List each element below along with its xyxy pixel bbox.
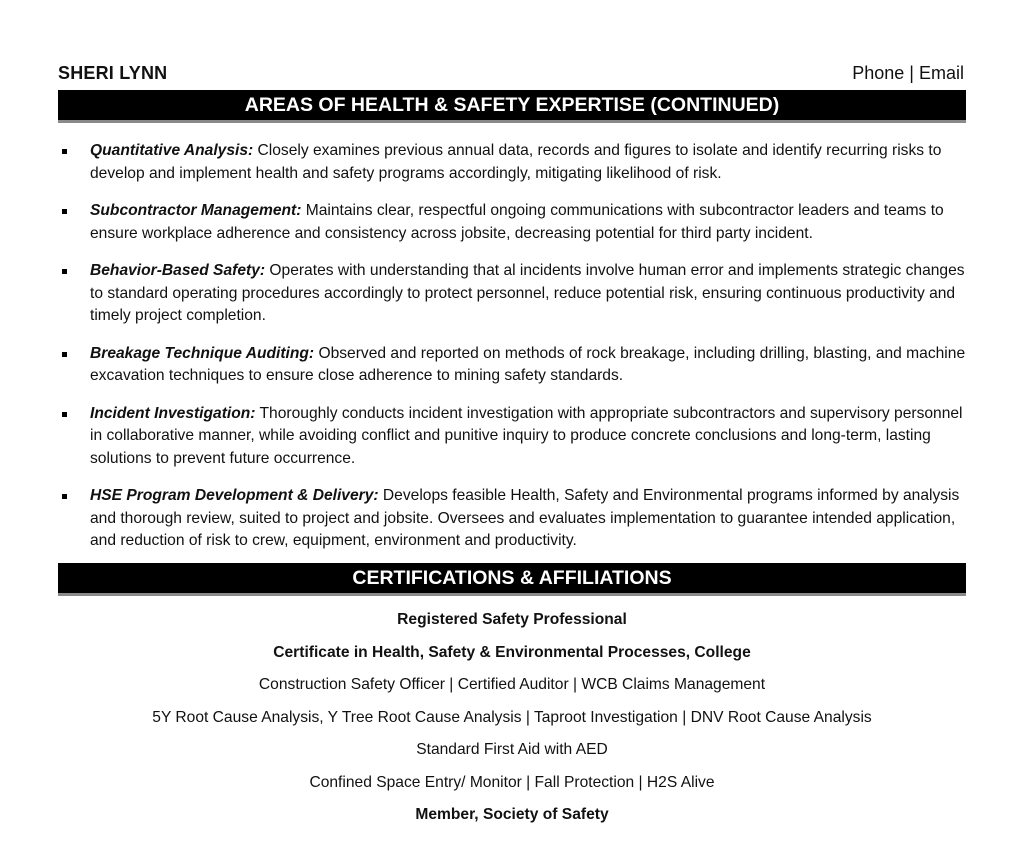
list-item [58,485,966,553]
expertise-description: Develops feasible Health, Safety and Environmental programs informed by analysis and thorough review, suited to project and jobsite. Oversees and evaluates implementation to guarantee intended application, and reduction of risk to crew, equipment, environment and productivity. [90,487,960,549]
certification-item: Standard First Aid with AED [416,741,608,758]
certification-item: 5Y Root Cause Analysis, Y Tree Root Cause Analysis | Taproot Investigation | DNV Root Cause Analysis [152,708,872,726]
expertise-description: Observed and reported on methods of rock breakage, including drilling, blasting, and machine excavation techniques to ensure close adherence to mining safety standards. [90,344,966,384]
expertise-term: Quantitative Analysis: [90,142,254,159]
section-title-certifications: CERTIFICATIONS & AFFILIATIONS [58,563,966,596]
expertise-description: Maintains clear, respectful ongoing communications with subcontractor leaders and teams to ensure workplace adherence and consistency across jobsite, decreasing potential for third party incident. [90,202,944,242]
expertise-description: Operates with understanding that al incidents involve human error and implements strategic changes to standard operating procedures accordingly to protect personnel, reduce potential risk, ensuring continuous productivity and timely project completion. [90,262,965,324]
affiliation-item: Member, Society of Safety [415,806,609,823]
certifications-list [58,608,966,836]
expertise-term: Subcontractor Management: [90,202,302,219]
certification-item: Certificate in Health, Safety & Environmental Processes, College [273,643,751,661]
square-bullet-icon [62,149,67,154]
square-bullet-icon [62,269,67,274]
list-item [58,200,966,245]
list-item [58,140,966,185]
contact-info: Phone | Email [852,62,964,83]
expertise-description: Thoroughly conducts incident investigation with appropriate subcontractors and supervisory personnel in collaborative manner, while avoiding conflict and punitive inquiry to produce concrete conclusions and long-term, lasting solutions to prevent future occurrence. [90,404,963,467]
expertise-description: Closely examines previous annual data, records and figures to isolate and identify recurring risks to develop and implement health and safety programs accordingly, mitigating likelihood of risk. [90,142,942,182]
square-bullet-icon [62,494,67,499]
list-item [58,343,966,388]
list-item [58,403,966,471]
square-bullet-icon [62,352,67,357]
certification-item: Registered Safety Professional [397,611,627,628]
square-bullet-icon [62,209,67,214]
certification-item: Confined Space Entry/ Monitor | Fall Protection | H2S Alive [309,773,715,791]
certification-item: Construction Safety Officer | Certified Auditor | WCB Claims Management [258,676,766,693]
square-bullet-icon [62,412,67,417]
list-item [58,260,966,328]
expertise-term: Breakage Technique Auditing: [90,344,315,362]
resume-header [58,62,966,84]
expertise-list [58,140,966,568]
expertise-term: Behavior-Based Safety: [90,262,266,279]
expertise-term: Incident Investigation: [90,404,256,422]
candidate-name: SHERI LYNN [58,62,168,83]
expertise-term: HSE Program Development & Delivery: [90,487,379,504]
section-title-expertise: AREAS OF HEALTH & SAFETY EXPERTISE (CONTINUED) [58,90,966,123]
